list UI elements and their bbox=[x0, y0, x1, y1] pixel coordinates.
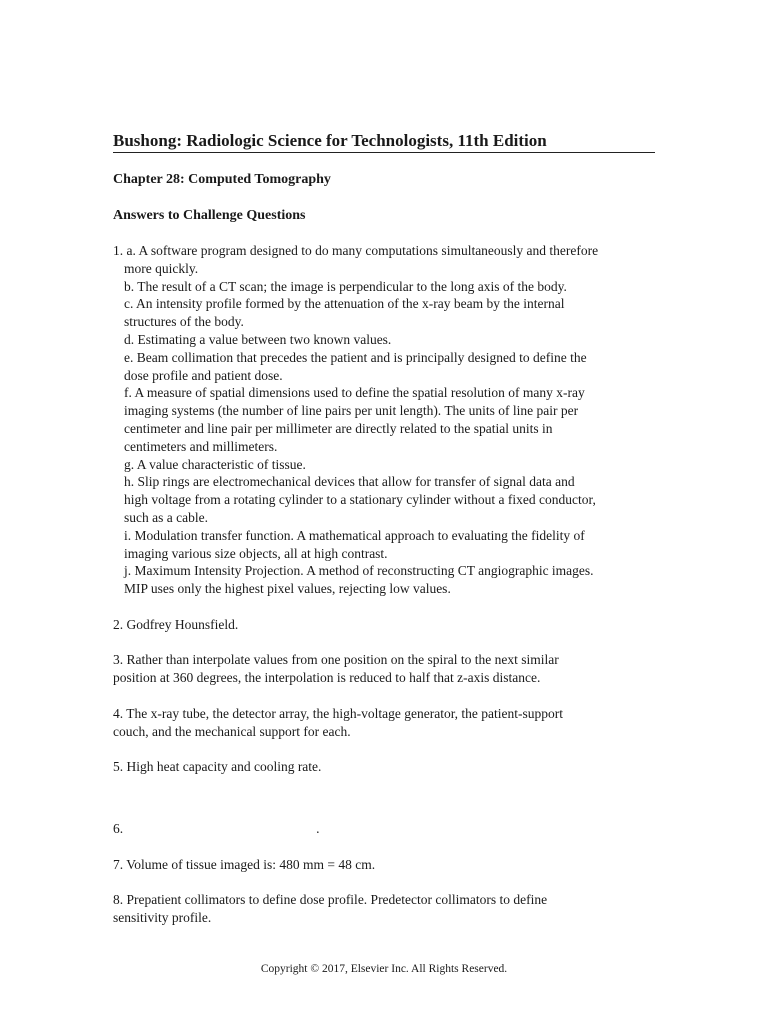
answer-1h-line: h. Slip rings are electromechanical devices that allow for transfer of signal data and bbox=[124, 474, 575, 490]
answer-1f-line: centimeter and line pair per millimeter are directly related to the spatial units in bbox=[124, 420, 553, 436]
answer-1e-line: e. Beam collimation that precedes the patient and is principally designed to define the bbox=[124, 349, 587, 365]
answer-3 bbox=[113, 651, 673, 687]
answer-8-line: 8. Prepatient collimators to define dose profile. Predetector collimators to define bbox=[113, 892, 548, 908]
book-title: Bushong: Radiologic Science for Technologists, 11th Edition bbox=[113, 131, 655, 153]
answer-1f-line: imaging systems (the number of line pairs per unit length). The units of line pair per bbox=[124, 403, 579, 419]
answer-4 bbox=[113, 705, 673, 741]
answer-1j-line: MIP uses only the highest pixel values, rejecting low values. bbox=[124, 581, 451, 597]
answer-1h-line: such as a cable. bbox=[124, 509, 208, 525]
copyright-footer: Copyright © 2017, Elsevier Inc. All Rights Reserved. bbox=[260, 963, 508, 975]
answer-1j-line: j. Maximum Intensity Projection. A method of reconstructing CT angiographic images. bbox=[124, 563, 594, 579]
answer-8-line: sensitivity profile. bbox=[113, 909, 212, 925]
answer-1b-line: b. The result of a CT scan; the image is perpendicular to the long axis of the body. bbox=[124, 278, 567, 294]
answer-1 bbox=[113, 242, 673, 598]
answer-2: 2. Godfrey Hounsfield. bbox=[113, 616, 239, 632]
answer-3-line: 3. Rather than interpolate values from one position on the spiral to the next similar bbox=[113, 652, 559, 668]
answer-1c-line: structures of the body. bbox=[124, 314, 244, 330]
answer-4-line: 4. The x-ray tube, the detector array, the high-voltage generator, the patient-support bbox=[113, 705, 564, 721]
answer-1g-line: g. A value characteristic of tissue. bbox=[124, 456, 306, 472]
answer-1a-line: 1. a. A software program designed to do many computations simultaneously and therefore bbox=[113, 243, 599, 258]
answer-1i-line: i. Modulation transfer function. A mathematical approach to evaluating the fidelity of bbox=[124, 527, 585, 543]
answer-1e-line: dose profile and patient dose. bbox=[124, 367, 283, 383]
answer-8 bbox=[113, 891, 673, 927]
answer-1a-line: more quickly. bbox=[124, 260, 199, 276]
answer-6-number: 6. bbox=[113, 820, 124, 836]
answer-7: 7. Volume of tissue imaged is: 480 mm = 48 cm. bbox=[113, 856, 376, 872]
answer-1f-line: centimeters and millimeters. bbox=[124, 438, 278, 454]
answer-1d-line: d. Estimating a value between two known values. bbox=[124, 331, 392, 347]
answer-4-line: couch, and the mechanical support for each. bbox=[113, 723, 351, 739]
answer-6-period: . bbox=[316, 820, 320, 836]
answer-1i-line: imaging various size objects, all at high contrast. bbox=[124, 545, 388, 561]
answer-1f-line: f. A measure of spatial dimensions used to define the spatial resolution of many x-ray bbox=[124, 385, 585, 401]
section-title: Answers to Challenge Questions bbox=[113, 208, 306, 223]
answers-body bbox=[113, 242, 673, 927]
answer-5: 5. High heat capacity and cooling rate. bbox=[113, 759, 322, 775]
answer-1c-line: c. An intensity profile formed by the attenuation of the x-ray beam by the internal bbox=[124, 296, 565, 312]
chapter-title: Chapter 28: Computed Tomography bbox=[113, 172, 331, 187]
answer-3-line: position at 360 degrees, the interpolation is reduced to half that z-axis distance. bbox=[113, 670, 541, 686]
answer-1h-line: high voltage from a rotating cylinder to a stationary cylinder without a fixed conductor, bbox=[124, 492, 596, 508]
answer-6 bbox=[113, 820, 673, 838]
